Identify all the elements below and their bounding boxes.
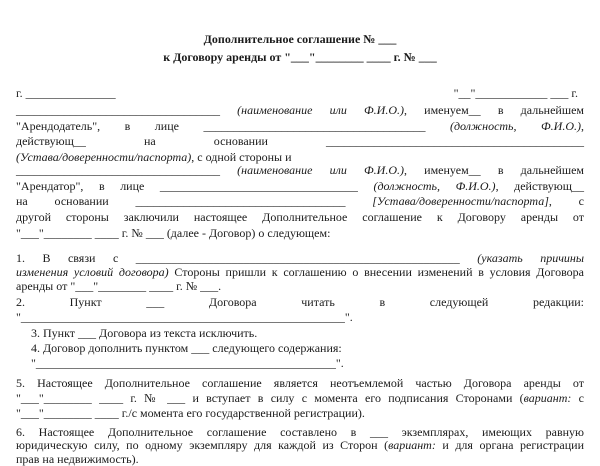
body-line [16, 279, 221, 293]
body-line [16, 425, 584, 439]
body-line [16, 341, 342, 355]
italic-hint: (наименование или Ф.И.О.) [237, 163, 404, 177]
body-line [16, 163, 584, 177]
body-line [16, 265, 584, 279]
line-text: с [571, 391, 585, 405]
line-text: , с [548, 194, 584, 208]
date-field: "__"____________ ___ г. [453, 86, 578, 100]
body-line [16, 376, 584, 390]
italic-hint: изменения условий договора) [16, 265, 169, 279]
document-title: Дополнительное соглашение № ___ [203, 32, 397, 46]
line-text: "__________________________________________________". [16, 356, 344, 370]
italic-hint: (наименование или Ф.И.О.) [237, 103, 404, 117]
italic-hint: (должность, Ф.И.О.) [449, 119, 581, 133]
body-line [16, 452, 139, 466]
line-text: "Арендодатель", в лице _____________________________________ [16, 119, 450, 133]
line-text: "______________________________________________________". [16, 310, 353, 324]
line-text: , с одной стороны и [191, 150, 292, 164]
line-text: 6. Настоящее Дополнительное соглашение составлено в ___ экземплярах, имеющих равную [16, 425, 584, 439]
italic-hint: вариант: [523, 391, 572, 405]
line-text: 3. Пункт ___ Договора из текста исключить. [16, 326, 258, 340]
line-text: 1. В связи с ______________________________________________________ [16, 251, 478, 265]
body-line [16, 134, 584, 148]
italic-hint: вариант: [388, 438, 436, 452]
line-text: 4. Договор дополнить пунктом ___ следующего содержания: [16, 341, 342, 355]
line-text: прав на недвижимость). [16, 452, 139, 466]
line-text: и для органа регистрации [435, 438, 585, 452]
line-text: Стороны пришли к соглашению о внесении изменений в условия Договора [168, 265, 585, 279]
body-line [16, 119, 584, 133]
italic-hint: (указать причины [477, 251, 584, 265]
body-line [16, 310, 353, 324]
body-line [16, 179, 584, 193]
body-line [16, 326, 257, 340]
line-text: , действующ__ [495, 179, 584, 193]
italic-hint: (Устава/доверенности/паспорта) [16, 150, 192, 164]
italic-hint: [Устава/доверенности/паспорта] [372, 194, 549, 208]
body-line [16, 295, 584, 309]
body-line [16, 150, 292, 164]
italic-hint: (должность, Ф.И.О.) [373, 179, 496, 193]
line-text: "___"________ ____ г./с момента его государственной регистрации). [16, 406, 365, 420]
city-field: г. _______________ [16, 86, 116, 100]
document-subtitle: к Договору аренды от "___"________ ____ г. № ___ [163, 50, 437, 64]
line-text: аренды от "___"________ ____ г. № ___. [16, 279, 222, 293]
body-line [16, 391, 584, 405]
line-text: на основании ___________________________________ [16, 194, 373, 208]
line-text: "___"________ ____ г. № ___ и вступает в силу с момента его подписания Сторонами ( [16, 391, 524, 405]
body-line [16, 251, 584, 265]
line-text: другой стороны заключили настоящее Дополнительное соглашение к Договору аренды от [16, 210, 584, 224]
line-text: __________________________________ [16, 163, 238, 177]
line-text: действующ__ на основании ___________________________________________ [16, 134, 584, 148]
body-line [16, 103, 584, 117]
body-line [16, 356, 344, 370]
line-text: , именуем__ в дальнейшем [404, 103, 584, 117]
line-text: "Арендатор", в лице _________________________________ [16, 179, 374, 193]
line-text: __________________________________ [16, 103, 238, 117]
body-line [16, 226, 330, 240]
body-line [16, 438, 584, 452]
body-line [16, 210, 584, 224]
line-text: 2. Пункт ___ Договора читать в следующей редакции: [16, 295, 584, 309]
line-text: "___"________ ____ г. № ___ (далее - Договор) о следующем: [16, 226, 331, 240]
line-text: 5. Настоящее Дополнительное соглашение является неотъемлемой частью Договора аренды от [16, 376, 584, 390]
body-line [16, 406, 365, 420]
line-text: юридическую силу, по одному экземпляру для каждой из Сторон ( [16, 438, 389, 452]
body-line [16, 194, 584, 208]
line-text: , именуем__ в дальнейшем [404, 163, 584, 177]
line-text: , [581, 119, 584, 133]
